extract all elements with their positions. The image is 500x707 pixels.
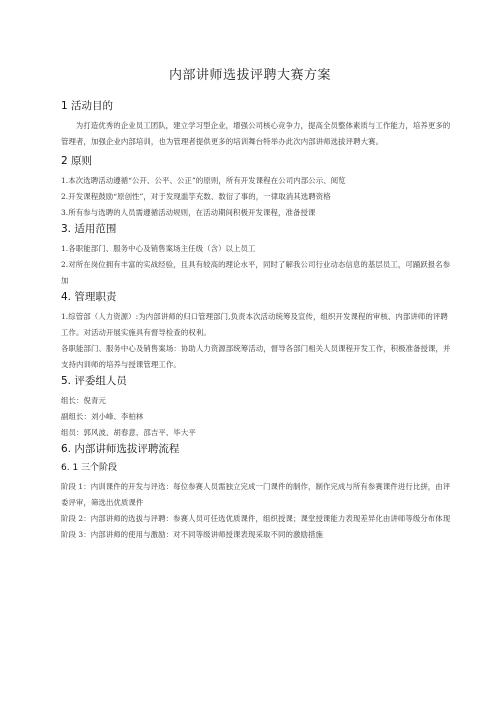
scope-item: 2.对所在岗位拥有丰富的实战经验，且具有较高的理论水平，同时了解我公司行业动态信息的基层员工，可踊跃报名参加 bbox=[61, 260, 451, 285]
document-body bbox=[61, 98, 451, 543]
section-heading-principles: 2 原则 bbox=[61, 155, 93, 167]
section-heading-purpose: 1 活动目的 bbox=[61, 100, 114, 112]
judge-members: 组员：郭风波、胡春意、邵吉平、毕大平 bbox=[61, 428, 196, 437]
section-heading-judges: 5. 评委组人员 bbox=[61, 375, 127, 387]
scope-item: 1.各职能部门、服务中心及销售案场主任级（含）以上员工 bbox=[61, 244, 256, 253]
judge-leader: 组长：倪青元 bbox=[61, 396, 106, 405]
document-title: 内部讲师选拔评聘大赛方案 bbox=[168, 68, 331, 83]
stage-item: 阶段 3：内部讲师的使用与激励：对不同等级讲师授课表现采取不同的激励措施 bbox=[61, 530, 323, 539]
judge-deputy-leader: 副组长：刘小峰、李柏林 bbox=[61, 412, 144, 421]
responsibility-item: 1.综管部（人力资源）:为内部讲师的归口管理部门,负责本次活动统筹及宣传，组织开发课程的审核、内部讲师的评聘工作。对活动开展实施具有督导检查的权利。 bbox=[61, 312, 448, 337]
principle-item: 2.开发课程鼓励“原创性”，对于发现滥竽充数、数衍了事的，一律取消其选聘资格 bbox=[61, 192, 331, 201]
stage-item: 阶段 2：内部讲师的选拔与评聘：参赛人员可任选优质课件，组织授课；课堂授课能力表现差异化由讲师等级分布体现 bbox=[61, 514, 451, 523]
stage-item: 阶段 1：内训课件的开发与评选：每位参赛人员需独立完成一门课件的制作，制作完成与所有参赛课件进行比拼，由评委评审，筛选出优质课件 bbox=[61, 482, 451, 507]
section-heading-responsibilities: 4. 管理职责 bbox=[61, 291, 117, 303]
section-heading-process: 6. 内部讲师选拔评聘流程 bbox=[61, 443, 180, 455]
subsection-heading-three-stages: 6. 1 三个阶段 bbox=[61, 463, 118, 473]
principle-item: 3.所有参与选聘的人员需遵循活动规则，在活动期间积极开发课程，准备授课 bbox=[61, 208, 316, 217]
section-heading-scope: 3. 适用范围 bbox=[61, 223, 117, 235]
principle-item: 1.本次选聘活动遵循“公开、公平、公正”的原则，所有开发课程在公司内部公示、阅览 bbox=[61, 176, 346, 185]
responsibility-item: 各职能部门、服务中心及销售案场：协助人力资源部统筹活动，督导各部门相关人员课程开发工作，积极准备授课，并支持内训师的培养与授课管理工作。 bbox=[61, 344, 451, 369]
section-purpose-paragraph: 为打造优秀的企业员工团队，建立学习型企业，增强公司核心竞争力，提高全员整体素质与工作能力，培养更多的管理者，加强企业内部培训，也为管理者提供更多的培训舞台特举办此次内部讲师选拔评聘大赛。 bbox=[61, 121, 451, 146]
